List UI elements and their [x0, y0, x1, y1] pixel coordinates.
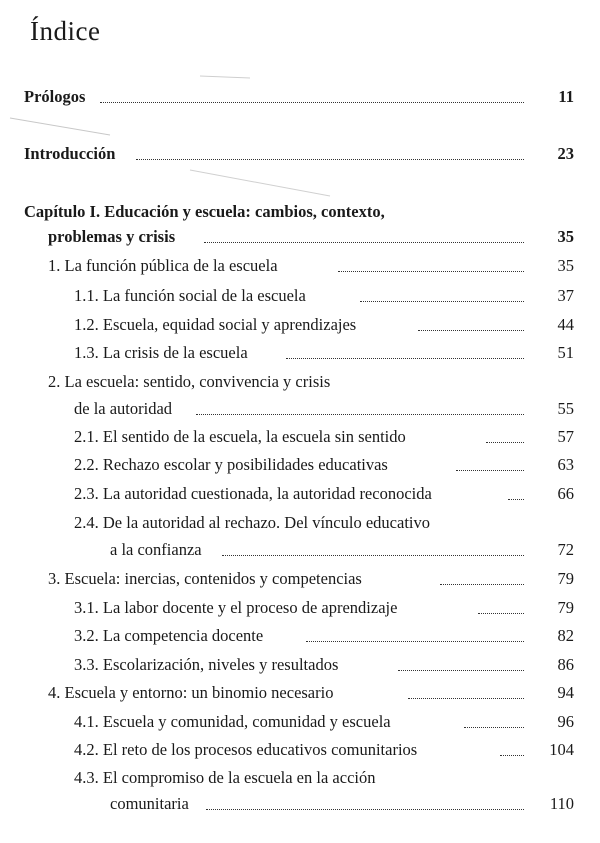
- toc-page-number: 94: [557, 683, 574, 702]
- toc-entry-label: 1.3. La crisis de la escuela: [74, 341, 250, 365]
- toc-entry-2-2[interactable]: [0, 453, 600, 477]
- dot-leader: [486, 432, 524, 443]
- toc-entry-label: problemas y crisis: [48, 225, 177, 249]
- toc-entry-1-1[interactable]: [0, 284, 600, 308]
- toc-page-number: 72: [557, 540, 574, 559]
- dot-leader: [408, 688, 524, 699]
- toc-entry-chapter-1[interactable]: [0, 225, 600, 249]
- toc-page-number: 35: [557, 256, 574, 275]
- toc-page-number: 55: [557, 399, 574, 418]
- dot-leader: [500, 745, 524, 756]
- dot-leader: [306, 631, 524, 642]
- toc-entry-4-3[interactable]: [0, 792, 600, 816]
- dot-leader: [338, 261, 524, 272]
- dot-leader: [464, 717, 524, 728]
- toc-entry-3-2[interactable]: [0, 624, 600, 648]
- dot-leader: [398, 660, 524, 671]
- toc-entry-label: 3. Escuela: inercias, contenidos y competencias: [48, 567, 364, 591]
- toc-entry-3[interactable]: [0, 567, 600, 591]
- dot-leader: [204, 232, 524, 243]
- toc-entry-4[interactable]: [0, 681, 600, 705]
- toc-page-number: 86: [557, 655, 574, 674]
- toc-entry-label: 1.2. Escuela, equidad social y aprendizajes: [74, 313, 358, 337]
- toc-entry-label: 2.2. Rechazo escolar y posibilidades educativas: [74, 453, 390, 477]
- dot-leader: [456, 460, 524, 471]
- dot-leader: [196, 404, 524, 415]
- toc-page-number: 51: [557, 343, 574, 362]
- toc-page-number: 79: [557, 569, 574, 588]
- toc-entry-2[interactable]: [0, 397, 600, 421]
- dot-leader: [478, 603, 524, 614]
- toc-entry-1-2[interactable]: [0, 313, 600, 337]
- toc-entry-4-1[interactable]: [0, 710, 600, 734]
- section-heading: 2. La escuela: sentido, convivencia y crisis: [48, 372, 331, 391]
- toc-page-number: 66: [557, 484, 574, 503]
- toc-entry-label: 4. Escuela y entorno: un binomio necesario: [48, 681, 335, 705]
- toc-entry-2-3[interactable]: [0, 482, 600, 506]
- toc-page-number: 96: [557, 712, 574, 731]
- dot-leader: [100, 92, 524, 103]
- toc-page-number: 37: [557, 286, 574, 305]
- toc-page-number: 82: [557, 626, 574, 645]
- dot-leader: [222, 545, 524, 556]
- dot-leader: [286, 348, 524, 359]
- toc-entry-4-2[interactable]: [0, 738, 600, 762]
- toc-page-number: 23: [557, 144, 574, 163]
- toc-page-number: 63: [557, 455, 574, 474]
- toc-entry-label: 3.1. La labor docente y el proceso de aprendizaje: [74, 596, 399, 620]
- toc-entry-label: 2.3. La autoridad cuestionada, la autoridad reconocida: [74, 482, 434, 506]
- toc-entry-label: 1.1. La función social de la escuela: [74, 284, 308, 308]
- dot-leader: [508, 489, 524, 500]
- toc-entry-label: de la autoridad: [74, 397, 174, 421]
- toc-entry-3-3[interactable]: [0, 653, 600, 677]
- toc-entry-label: 4.2. El reto de los procesos educativos comunitarios: [74, 738, 419, 762]
- toc-entry-label: Prólogos: [24, 85, 87, 109]
- chapter-heading: Capítulo I. Educación y escuela: cambios, contexto,: [24, 202, 385, 221]
- dot-leader: [360, 291, 524, 302]
- toc-page-number: 110: [549, 794, 574, 813]
- dot-leader: [440, 574, 524, 585]
- toc-entry-1[interactable]: [0, 254, 600, 278]
- toc-entry-label: a la confianza: [110, 538, 204, 562]
- toc-entry-2-4[interactable]: [0, 538, 600, 562]
- dot-leader: [206, 799, 524, 810]
- toc-entry-prologos[interactable]: [0, 85, 600, 109]
- toc-page-number: 79: [557, 598, 574, 617]
- toc-entry-label: 3.2. La competencia docente: [74, 624, 265, 648]
- dot-leader: [418, 320, 524, 331]
- section-heading: 4.3. El compromiso de la escuela en la acción: [74, 768, 376, 787]
- toc-page-number: 104: [549, 740, 574, 759]
- page-title: Índice: [30, 16, 101, 46]
- toc-page-number: 11: [558, 87, 574, 106]
- toc-entry-label: 4.1. Escuela y comunidad, comunidad y escuela: [74, 710, 393, 734]
- toc-entry-label: comunitaria: [110, 792, 191, 816]
- section-heading: 2.4. De la autoridad al rechazo. Del vínculo educativo: [74, 513, 430, 532]
- toc-page-number: 35: [557, 227, 574, 246]
- toc-entry-introduccion[interactable]: [0, 142, 600, 166]
- toc-entry-1-3[interactable]: [0, 341, 600, 365]
- toc-entry-2-1[interactable]: [0, 425, 600, 449]
- toc-entry-label: Introducción: [24, 142, 117, 166]
- toc-page-number: 57: [557, 427, 574, 446]
- toc-page-number: 44: [557, 315, 574, 334]
- toc-entry-3-1[interactable]: [0, 596, 600, 620]
- dot-leader: [136, 149, 524, 160]
- toc-entry-label: 2.1. El sentido de la escuela, la escuela sin sentido: [74, 425, 408, 449]
- toc-entry-label: 3.3. Escolarización, niveles y resultados: [74, 653, 340, 677]
- toc-entry-label: 1. La función pública de la escuela: [48, 254, 280, 278]
